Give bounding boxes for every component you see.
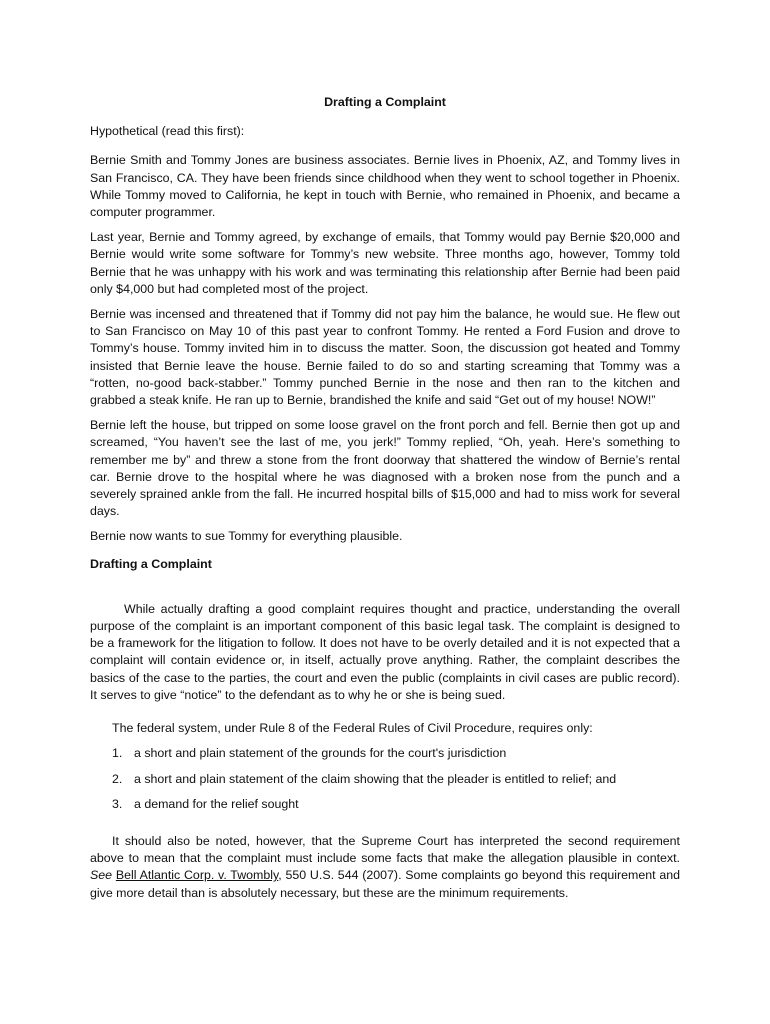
- see-signal: See: [90, 868, 113, 883]
- list-item: [112, 796, 680, 813]
- hypothetical-paragraph-1: Bernie Smith and Tommy Jones are business associates. Bernie lives in Phoenix, AZ, and Tommy lives in San Francisco, CA. They have been friends since childhood when they went to school together in Phoenix. While Tommy moved to California, he kept in touch with Bernie, who remained in Phoenix, and became a computer programmer.: [90, 153, 680, 220]
- list-item-text: a demand for the relief sought: [134, 796, 299, 811]
- hypothetical-paragraph-3: Bernie was incensed and threatened that if Tommy did not pay him the balance, he would sue. He flew out to San Francisco on May 10 of this past year to confront Tommy. He rented a Ford Fusion and drove to Tommy’s house. Tommy invited him in to discuss the matter. Soon, the discussion got heated and Tommy insisted that Bernie leave the house. Bernie failed to do so and starting screaming that Tommy was a “rotten, no-good back-stabber.” Tommy punched Bernie in the nose and then ran to the kitchen and grabbed a steak knife. He ran up to Bernie, brandished the knife and said “Get out of my house! NOW!”: [90, 307, 680, 408]
- list-item-text: a short and plain statement of the grounds for the court's jurisdiction: [134, 746, 507, 761]
- hypothetical-paragraph-5: Bernie now wants to sue Tommy for everything plausible.: [90, 529, 403, 544]
- list-item-text: a short and plain statement of the claim showing that the pleader is entitled to relief; and: [134, 771, 617, 786]
- section-paragraph: While actually drafting a good complaint requires thought and practice, understanding the overall purpose of the complaint is an important component of this basic legal task. The complaint is designed to be a framework for the litigation to follow. It does not have to be overly detailed and it is not expected that a complaint will contain evidence or, in itself, actually prove anything. Rather, the complaint describes the basics of the case to the parties, the court and even the public (complaints in civil cases are public record). It serves to give “notice” to the defendant as to why he or she is being sued.: [90, 601, 680, 702]
- document-page: [90, 94, 680, 910]
- final-paragraph-part2: , 550 U.S. 544 (2007). Some complaints go beyond this requirement and give more detail than is absolutely necessary, but these are the minimum requirements.: [90, 868, 680, 900]
- final-paragraph-part1: It should also be noted, however, that the Supreme Court has interpreted the second requirement above to mean that the complaint must include some facts that make the allegation plausible in context.: [90, 833, 680, 866]
- hypothetical-paragraph-4: Bernie left the house, but tripped on some loose gravel on the front porch and fell. Bernie then got up and screamed, “You haven’t see the last of me, you jerk!” Tommy replied, “Oh, yeah. Here’s something to remember me by” and threw a stone from the front doorway that shattered the window of Bernie’s rental car. Bernie drove to the hospital where he was diagnosed with a broken nose from the punch and a severely sprained ankle from the fall. He incurred hospital bills of $15,000 and had to miss work for several days.: [90, 418, 680, 519]
- list-item-number: 2.: [112, 771, 123, 786]
- document-title: Drafting a Complaint: [324, 95, 446, 109]
- requirements-list: [112, 745, 680, 813]
- rule-intro: The federal system, under Rule 8 of the Federal Rules of Civil Procedure, requires only:: [112, 721, 593, 736]
- list-item-number: 3.: [112, 796, 123, 811]
- hypothetical-label: Hypothetical (read this first):: [90, 124, 245, 139]
- list-item-number: 1.: [112, 746, 123, 761]
- hypothetical-paragraph-2: Last year, Bernie and Tommy agreed, by exchange of emails, that Tommy would pay Bernie $20,000 and Bernie would write some software for Tommy’s new website. Three months ago, however, Tommy told Bernie that he was unhappy with his work and was terminating this relationship after Bernie had been paid only $4,000 but had completed most of the project.: [90, 230, 680, 296]
- final-paragraph: [90, 833, 680, 902]
- list-item: [112, 745, 680, 762]
- case-citation: Bell Atlantic Corp. v. Twombly: [115, 868, 279, 883]
- list-item: [112, 771, 680, 788]
- section-heading: Drafting a Complaint: [90, 556, 212, 571]
